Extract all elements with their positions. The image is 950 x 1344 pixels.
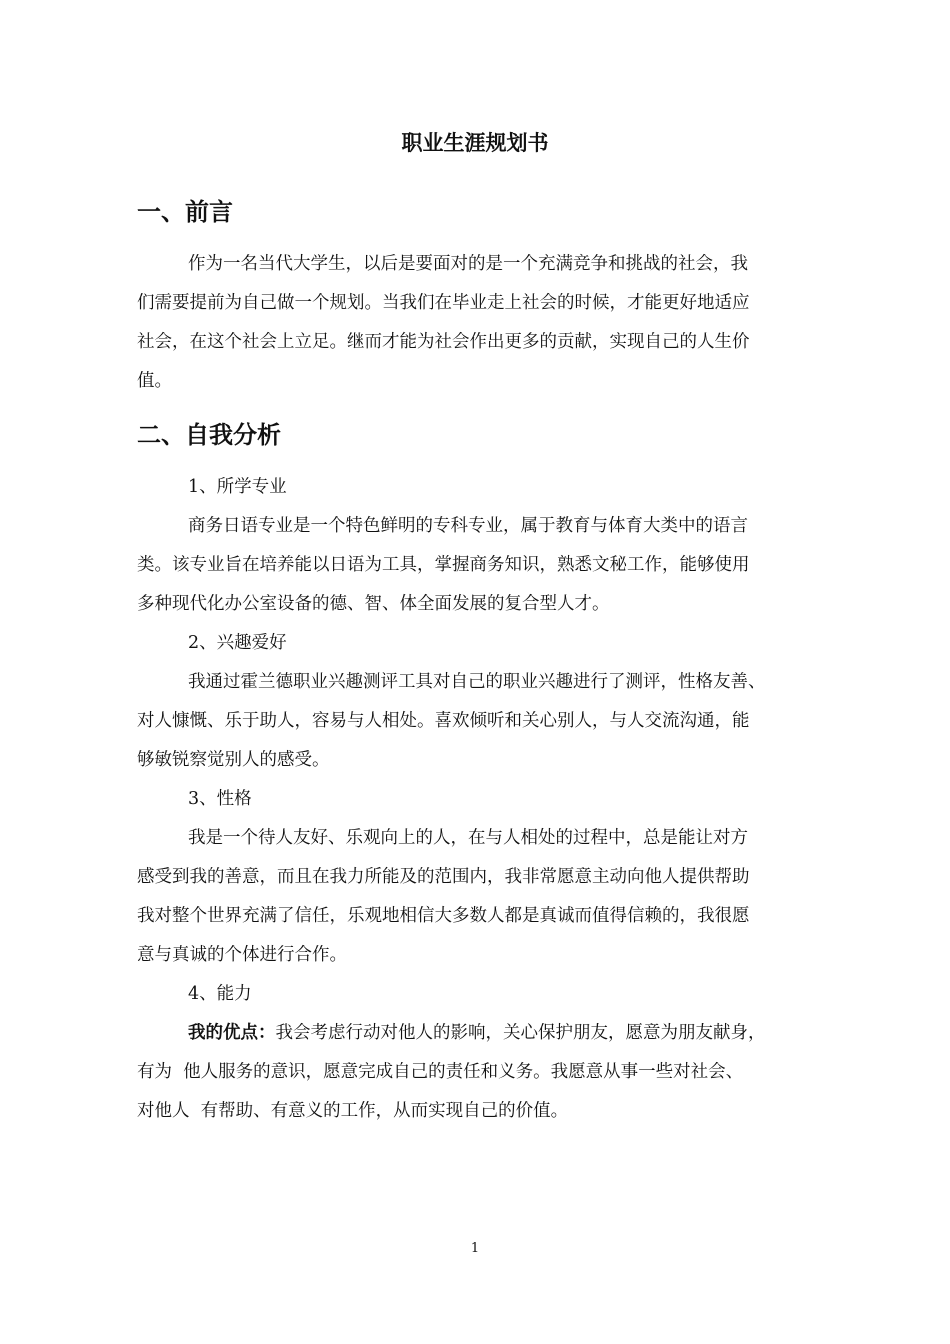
strength-label: 我的优点： xyxy=(188,1023,276,1043)
paragraph-line xyxy=(188,1020,766,1046)
section-heading-preface: 一、前言 xyxy=(137,198,233,226)
paragraph-line: 感受到我的善意，而且在我力所能及的范围内，我非常愿意主动向他人提供帮助 xyxy=(137,867,750,887)
paragraph-line: 作为一名当代大学生，以后是要面对的是一个充满竞争和挑战的社会，我 xyxy=(188,254,748,274)
paragraph-line: 对人慷慨、乐于助人，容易与人相处。喜欢倾听和关心别人，与人交流沟通，能 xyxy=(137,711,750,731)
paragraph-line: 类。该专业旨在培养能以日语为工具，掌握商务知识，熟悉文秘工作，能够使用 xyxy=(137,555,750,575)
paragraph-line: 商务日语专业是一个特色鲜明的专科专业，属于教育与体育大类中的语言 xyxy=(188,516,748,536)
page-number: 1 xyxy=(470,1241,480,1256)
paragraph-line: 够敏锐察觉别人的感受。 xyxy=(137,750,330,770)
strength-text: 我会考虑行动对他人的影响，关心保护朋友，愿意为朋友献身， xyxy=(275,1023,766,1043)
subsection-label-ability: 4、能力 xyxy=(188,984,252,1004)
paragraph-line: 们需要提前为自己做一个规划。当我们在毕业走上社会的时候，才能更好地适应 xyxy=(137,293,750,313)
paragraph-line: 值。 xyxy=(137,371,172,391)
paragraph-line: 我是一个待人友好、乐观向上的人，在与人相处的过程中，总是能让对方 xyxy=(188,828,748,848)
subsection-label-interest: 2、兴趣爱好 xyxy=(188,633,287,653)
paragraph-line: 我对整个世界充满了信任，乐观地相信大多数人都是真诚而值得信赖的，我很愿 xyxy=(137,906,750,926)
section-heading-self-analysis: 二、自我分析 xyxy=(137,421,281,449)
subsection-label-major: 1、所学专业 xyxy=(188,477,287,497)
paragraph-line: 意与真诚的个体进行合作。 xyxy=(137,945,347,965)
paragraph-line: 有为 他人服务的意识，愿意完成自己的责任和义务。我愿意从事一些对社会、 xyxy=(137,1062,744,1082)
paragraph-line: 对他人 有帮助、有意义的工作，从而实现自己的价值。 xyxy=(137,1101,569,1121)
subsection-label-personality: 3、性格 xyxy=(188,789,252,809)
paragraph-line: 我通过霍兰德职业兴趣测评工具对自己的职业兴趣进行了测评，性格友善、 xyxy=(188,672,766,692)
paragraph-line: 多种现代化办公室设备的德、智、体全面发展的复合型人才。 xyxy=(137,594,610,614)
paragraph-line: 社会，在这个社会上立足。继而才能为社会作出更多的贡献，实现自己的人生价 xyxy=(137,332,750,352)
document-title: 职业生涯规划书 xyxy=(401,131,549,155)
